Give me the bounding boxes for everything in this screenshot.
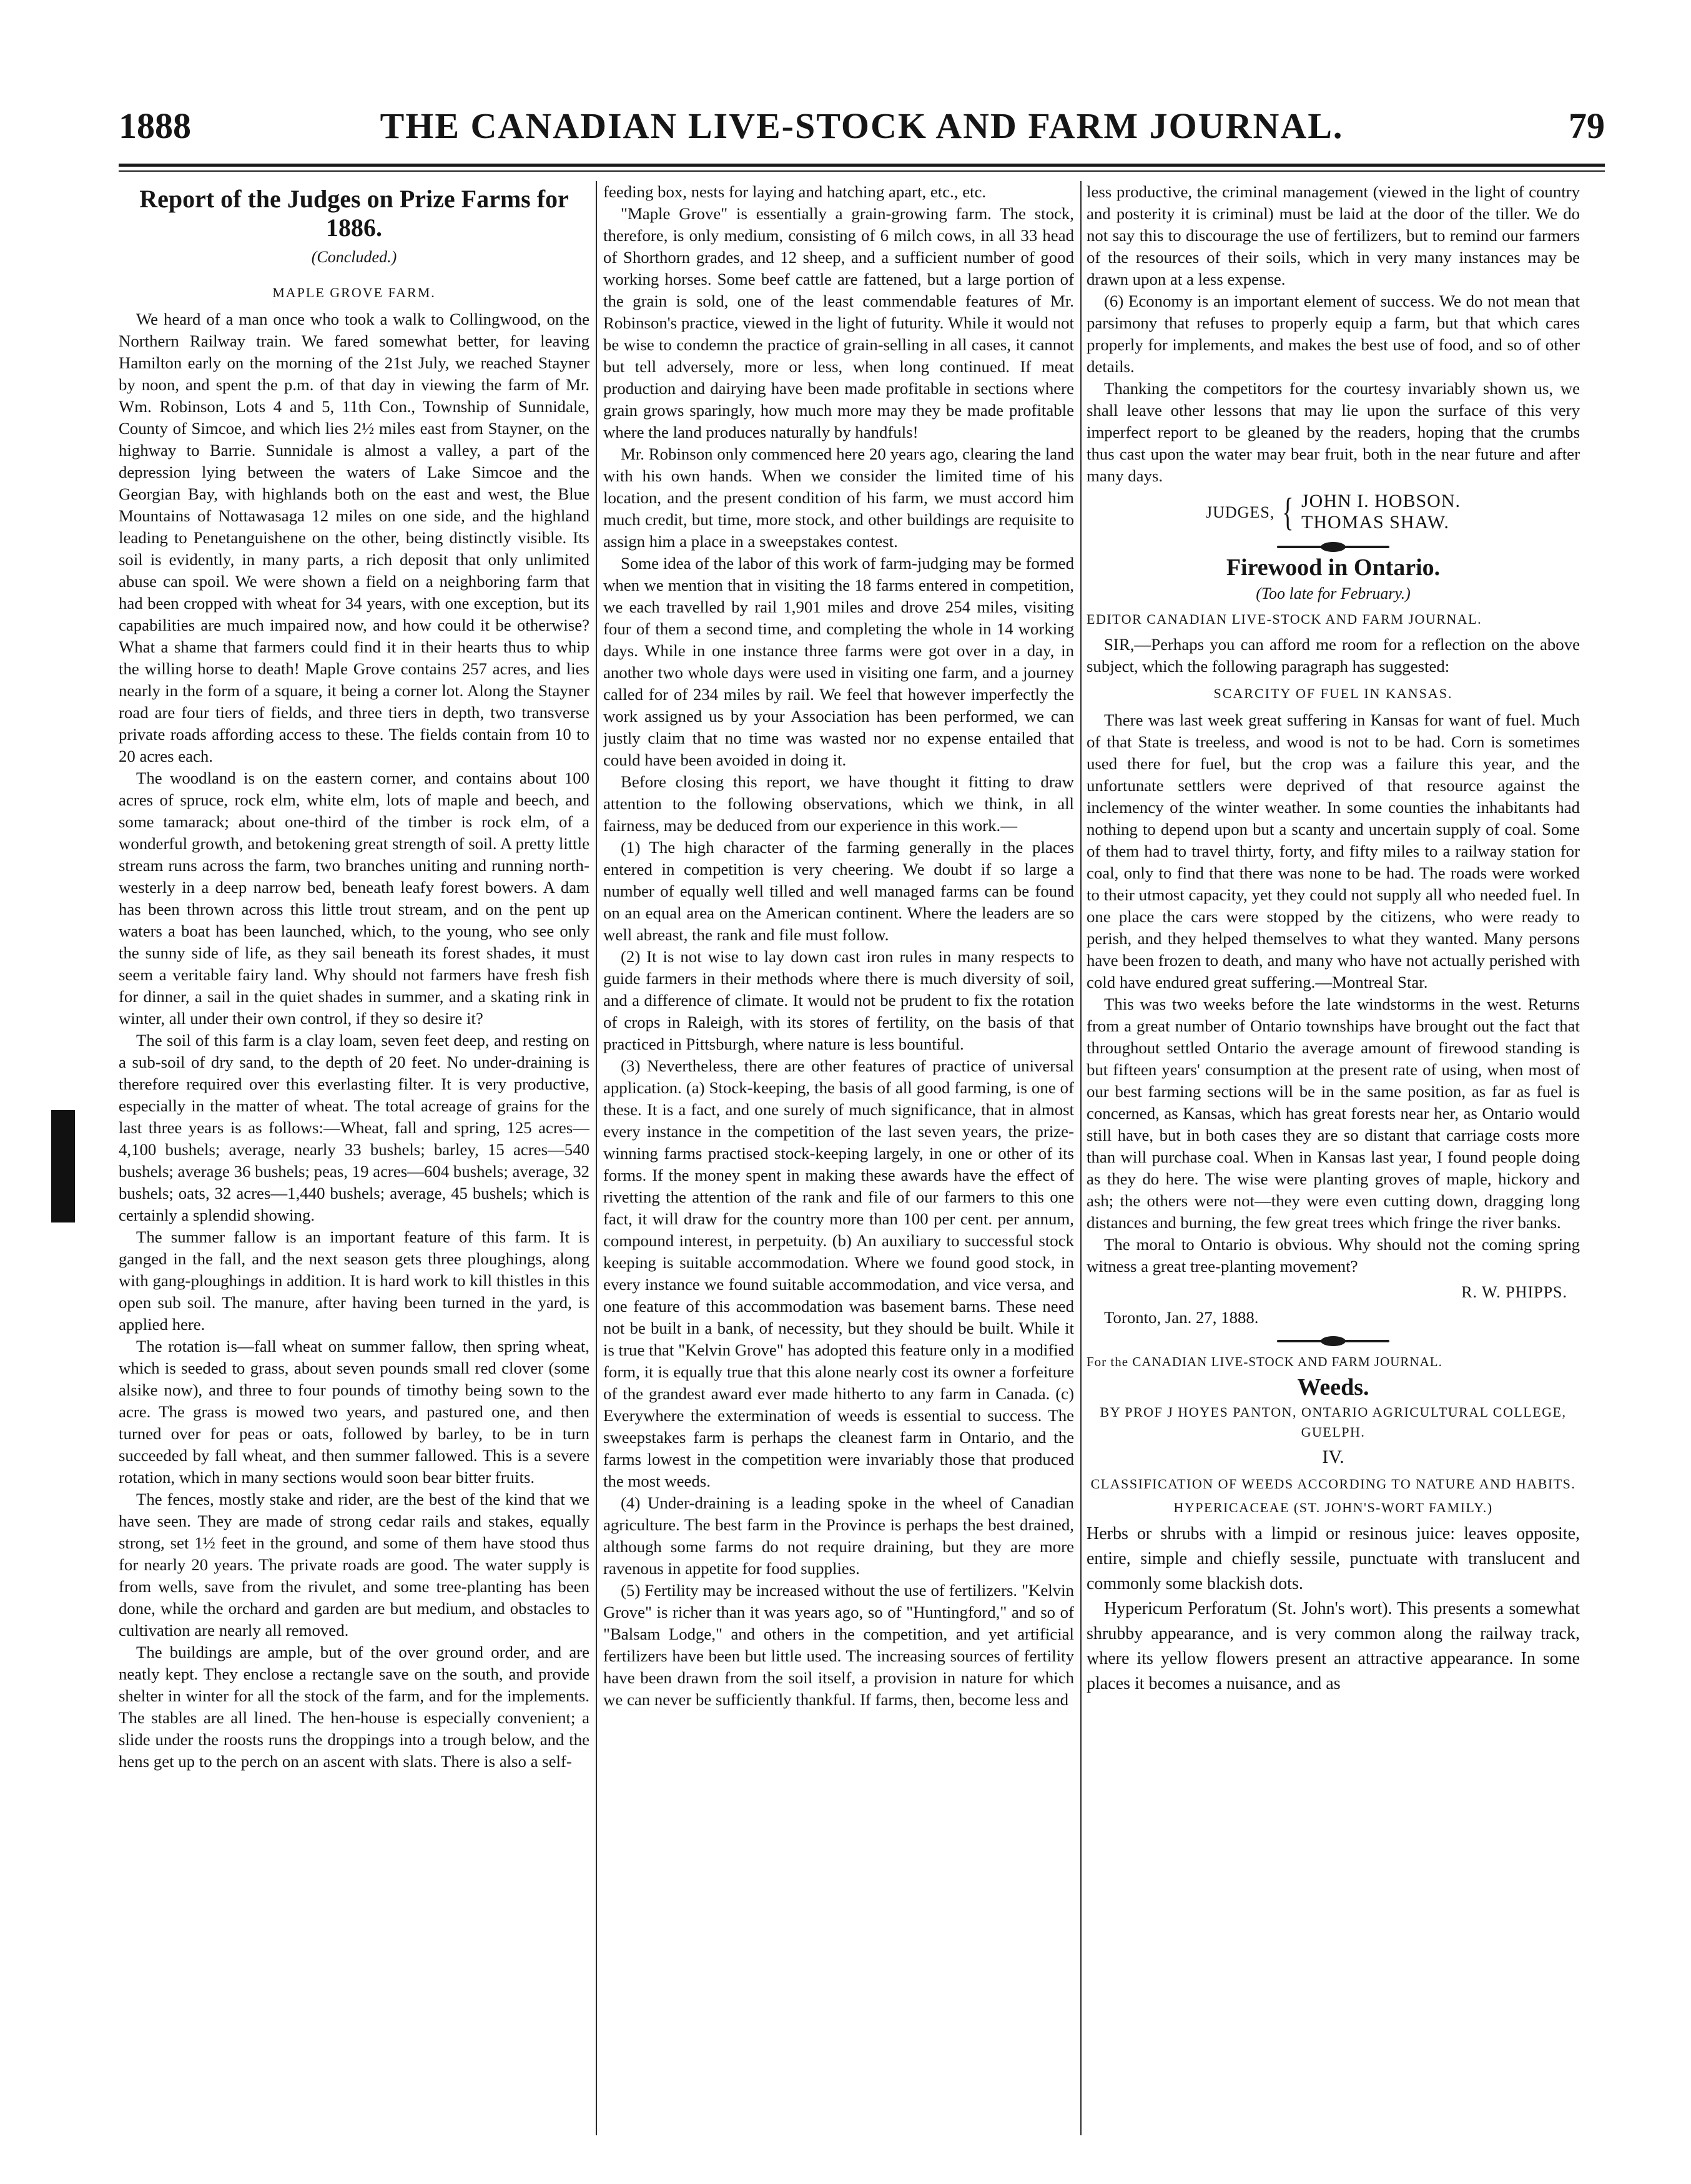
header-rule-thin (119, 170, 1605, 172)
column-2 (603, 181, 1074, 2142)
paragraph: SIR,—Perhaps you can afford me room for a reflection on the above subject, which the following paragraph has suggested: (1087, 635, 1580, 676)
paragraph: This was two weeks before the late windstorms in the west. Returns from a great number of Ontario townships have brought out the fact that throughout settled Ontario the average amount of firewood standing is but fifteen years' consumption at the present rate of using, when most of our best farming sections will be in the same position, as far as fuel is concerned, as Kansas, which has great forests near her, as Ontario would still have, but in both cases they are so distant that carriage costs more than will purchase coal. When in Kansas last year, I found people doing as they do here. The wise were planting groves of maple, hickory and ash; the others were not—they were even cutting down, dragging long distances and burning, the few great trees which fringe the river banks. (1087, 995, 1580, 1232)
firewood-note: (Too late for February.) (1256, 584, 1411, 603)
paragraph: Thanking the competitors for the courtesy invariably shown us, we shall leave other lessons that may lie upon the surface of this very imperfect report to be gleaned by the readers, hoping that the crumbs thus cast upon the water may bear fruit, both in the near future and after many days. (1087, 379, 1580, 485)
weeds-body (1087, 1522, 1580, 1696)
weeds-family: HYPERICACEAE (ST. JOHN'S-WORT FAMILY.) (1173, 1500, 1493, 1515)
column-divider (596, 181, 597, 2135)
firewood-place-date: Toronto, Jan. 27, 1888. (1104, 1308, 1259, 1327)
header-rule-thick (119, 164, 1605, 167)
paragraph: (4) Under-draining is a leading spoke in the wheel of Canadian agriculture. The best farm in the Province is perhaps the best drained, although some farms do not require draining, but they are more ravenous in appetite for food supplies. (603, 1493, 1074, 1578)
page-number: 79 (1569, 106, 1605, 146)
paragraph: (5) Fertility may be increased without the use of fertilizers. "Kelvin Grove" is richer than it was years ago, so of "Huntingford," and so of "Balsam Lodge," and others in the competition, and yet artificial fertilizers have been but little used. The increasing sources of fertility have been drawn from the soil itself, a provision in nature for which we can never be sufficiently thankful. If farms, then, become less and (603, 1581, 1074, 1709)
paragraph: Before closing this report, we have thought it fitting to draw attention to the following observations, which we think, in all fairness, may be deduced from our experience in this work.— (603, 772, 1074, 835)
paragraph: less productive, the criminal management (viewed in the light of country and posterity it is criminal) must be laid at the door of the tiller. We do not say this to discourage the use of fertilizers, but to remind our farmers of the resources of their soils, which in very many instances may be drawn upon at a less expense. (1087, 182, 1580, 288)
weeds-classification: CLASSIFICATION OF WEEDS ACCORDING TO NATURE AND HABITS. (1090, 1476, 1576, 1492)
report-title: Report of the Judges on Prize Farms for 1886. (139, 185, 569, 242)
masthead (119, 105, 1605, 155)
judges-signature (1087, 491, 1580, 533)
firewood-title: Firewood in Ontario. (1226, 554, 1441, 581)
paragraph: "Maple Grove" is essentially a grain-growing farm. The stock, therefore, is only medium, consisting of 6 milch cows, in all 33 head of Shorthorn grades, and 12 sheep, and a sufficient number of good working horses. Some beef cattle are fattened, but a large portion of the grain is sold, one of the least commendable features of Mr. Robinson's practice, viewed in the light of futurity. While it would not be wise to condemn the practice of grain-selling in all cases, it cannot but tell adversely, more or less, when long continued. If meat production and dairying have been made profitable in sections where grain grows sparingly, how much more may they be made profitable where the land produces naturally by handfuls! (603, 204, 1074, 441)
paragraph: feeding box, nests for laying and hatching apart, etc., etc. (603, 182, 987, 201)
weeds-number: IV. (1322, 1447, 1344, 1467)
quote-heading: SCARCITY OF FUEL IN KANSAS. (1213, 686, 1453, 701)
paragraph: Mr. Robinson only commenced here 20 years ago, clearing the land with his own hands. When we consider the limited time of his location, and the present condition of his farm, we must accord him much credit, but time, more stock, and other buildings are requisite to assign him a place in a sweepstakes contest. (603, 445, 1074, 551)
weeds-byline: BY PROF J HOYES PANTON, ONTARIO AGRICULTURAL COLLEGE, GUELPH. (1100, 1404, 1567, 1440)
firewood-signature: R. W. PHIPPS. (1461, 1283, 1567, 1301)
paragraph: The soil of this farm is a clay loam, seven feet deep, and resting on a sub-soil of dry sand, to the depth of 20 feet. No under-draining is therefore required over this everlasting filter. It is very productive, especially in the matter of wheat. The total acreage of grains for the last three years is as follows:—Wheat, fall and spring, 125 acres—4,100 bushels; average, nearly 33 bushels; barley, 15 acres—540 bushels; average 36 bushels; peas, 19 acres—604 bushels; average, 32 bushels; oats, 32 acres—1,440 bushels; average, 45 bushels; which is certainly a splendid showing. (119, 1031, 589, 1224)
column-3 (1087, 181, 1580, 2142)
column-divider (1080, 181, 1082, 2135)
section-divider (1277, 546, 1389, 548)
header-year: 1888 (119, 106, 191, 146)
editor-address: EDITOR CANADIAN LIVE-STOCK AND FARM JOURNAL. (1087, 611, 1482, 627)
paragraph: Hypericum Perforatum (St. John's wort). This presents a somewhat shrubby appearance, and is very common along the railway track, where its yellow flowers present an attractive appearance. In some places it becomes a nuisance, and as (1087, 1599, 1580, 1693)
paragraph: The fences, mostly stake and rider, are the best of the kind that we have seen. They are made of strong cedar rails and stakes, equally strong, set 1½ feet in the ground, and some of them have stood thus for nearly 20 years. The private roads are good. The water supply is from wells, save from the rivulet, and some tree-planting has been done, while the orchard and garden are but medium, and obstacles to cultivation are nearly all removed. (119, 1490, 589, 1640)
report-subhead: MAPLE GROVE FARM. (272, 285, 436, 300)
report-concluded: (Concluded.) (311, 248, 397, 266)
paragraph: The woodland is on the eastern corner, and contains about 100 acres of spruce, rock elm, white elm, lots of maple and beech, and some tamarack; about one-third of the timber is rock elm, of a wonderful growth, and betokening great strength of soil. A pretty little stream runs across the farm, two branches uniting and running north-westerly in a deep narrow bed, beneath leafy forest bowers. A dam has been thrown across this little trout stream, and on the pent up waters a boat has been launched, which, to the young, who see only the sunny side of life, as they sail beneath its forest shades, it must seem a veritable fairy land. Why should not farmers have fresh fish for dinner, a sail in the quiet shades in summer, and a skating rink in winter, all under their own control, if they so desire it? (119, 769, 589, 1028)
judge-name: JOHN I. HOBSON. (1301, 491, 1461, 511)
paragraph: The rotation is—fall wheat on summer fallow, then spring wheat, which is seeded to grass, about seven pounds small red clover (some alsike now), and three to four pounds of timothy being sown to the acre. The grass is mowed two years, and pastured one, and then turned over for peas or oats, followed by barley, to be in turn succeeded by fall wheat, and then summer fallowed. This is a severe rotation, which in many sections would soon bear bitter fruits. (119, 1337, 589, 1487)
journal-title: THE CANADIAN LIVE-STOCK AND FARM JOURNAL. (380, 106, 1344, 146)
paragraph: (2) It is not wise to lay down cast iron rules in many respects to guide farmers in their methods where there is much diversity of soil, and a difference of climate. It would not be prudent to fix the rotation of crops in Raleigh, with its stores of fertility, on the basis of that practiced in Pittsburgh, where nature is less bountiful. (603, 947, 1074, 1053)
margin-mark (51, 1110, 75, 1222)
paragraph: We heard of a man once who took a walk to Collingwood, on the Northern Railway train. We fared somewhat better, for leaving Hamilton early on the morning of the 21st July, we reached Stayner by noon, and spent the p.m. of that day in viewing the farm of Mr. Wm. Robinson, Lots 4 and 5, 11th Con., Township of Sunnidale, County of Simcoe, and which lies 2½ miles east from Stayner, on the highway to Barrie. Sunnidale is almost a valley, a part of the depression lying between the waters of Lake Simcoe and the Georgian Bay, with highlands both on the east and west, the Blue Mountains of Nottawasaga 12 miles on one side, and the highland leading to Penetanguishene on the other, being distinctly visible. Its soil is evidently, in many parts, a rich deposit that only unlimited abuse can spoil. We were shown a field on a neighboring farm that had been cropped with wheat for 34 years, with one exception, but its capabilities are much impaired now, and how could it be otherwise? What a shame that farmers could find it in their hearts thus to whip the willing horse to death! Maple Grove contains 257 acres, and lies nearly in the form of a square, it being a corner lot. Along the Stayner road are four tiers of fields, and three tiers in depth, two transverse private roads affording access to these. The fields contain from 10 to 20 acres each. (119, 310, 589, 765)
weeds-for-line: For the CANADIAN LIVE-STOCK AND FARM JOURNAL. (1087, 1354, 1442, 1369)
weeds-title: Weeds. (1297, 1374, 1369, 1400)
paragraph: Herbs or shrubs with a limpid or resinous juice: leaves opposite, entire, simple and chiefly sessile, punctuate with translucent and commonly some blackish dots. (1087, 1524, 1580, 1593)
paragraph: (1) The high character of the farming generally in the places entered in competition is very cheering. We doubt if so large a number of equally well tilled and well managed farms can be found on an equal area on the American continent. Where the leaders are so well abreast, the rank and file must follow. (603, 838, 1074, 944)
paragraph: Some idea of the labor of this work of farm-judging may be formed when we mention that in visiting the 18 farms entered in competition, we each travelled by rail 1,901 miles and drove 254 miles, visiting four of them a second time, and completing the whole in 14 working days. While in one instance three farms were got over in a day, in another two whole days were used in visiting one farm, and a journey called for of 234 miles by rail. We feel that however imperfectly the work assigned us by your Association has been performed, we can justly claim that no time was wasted nor no expense entailed that could have been avoided in doing it. (603, 554, 1074, 769)
paragraph: The summer fallow is an important feature of this farm. It is ganged in the fall, and the next season gets three ploughings, along with gang-ploughings in addition. It is hard work to kill thistles in this open sub soil. The manure, after having been turned in the yard, is applied here. (119, 1227, 589, 1334)
judges-label: JUDGES, (1205, 503, 1275, 521)
column-1 (119, 181, 589, 2142)
brace-glyph: { (1282, 489, 1294, 534)
paragraph: (6) Economy is an important element of success. We do not mean that parsimony that refuses to properly equip a farm, but that which cares properly for implements, and makes the best use of food, and so of other details. (1087, 292, 1580, 376)
paragraph: The moral to Ontario is obvious. Why should not the coming spring witness a great tree-planting movement? (1087, 1235, 1580, 1276)
judges-names (1301, 491, 1461, 533)
paragraph: There was last week great suffering in Kansas for want of fuel. Much of that State is treeless, and wood is not to be had. Corn is sometimes used there for fuel, but the crop was a failure this year, and the unfortunate settlers were deprived of that resource against the inclemency of the winter weather. In some counties the inhabitants had nothing to depend upon but a scanty and uncertain supply of coal. Some of them had to travel thirty, forty, and fifty miles to a railway station for coal, only to find that there was none to be had. The roads were worked to their utmost capacity, yet they could not supply all who needed fuel. In one place the cars were stopped by the citizens, who were ready to perish, and they helped themselves to what they wanted. Many persons have been frozen to death, and many who have not actually perished with cold have endured great suffering.—Montreal Star. (1087, 711, 1580, 991)
section-divider (1277, 1340, 1389, 1342)
paragraph: (3) Nevertheless, there are other features of practice of universal application. (a) Stock-keeping, the basis of all good farming, is one of these. It is a fact, and one surely of much significance, that in almost every instance in the competition of the last seven years, the prize-winning farms practised stock-keeping largely, in one or other of its forms. If the money spent in making these awards have the effect of rivetting the attention of the rank and file of our farmers to this one fact, it will draw for the country more than 100 per cent. per annum, compound interest, in perpetuity. (b) An auxiliary to successful stock keeping is suitable accommodation. Where we found good stock, in every instance we found suitable accommodation, and vice versa, and one feature of this accommodation was basement barns. These need not be built in a bank, of necessity, but they should be built. While it is true that "Kelvin Grove" has adopted this feature only in a modified form, it is equally true that this alone nearly cost its owner a forfeiture of the grandest award ever made hitherto to any farm in Canada. (c) Everywhere the extermination of weeds is essential to success. The sweepstakes farm is perhaps the cleanest farm in Ontario, and the farms lowest in the competition were invariably those that produced the most weeds. (603, 1056, 1074, 1490)
paragraph: The buildings are ample, but of the over ground order, and are neatly kept. They enclose a rectangle save on the south, and provide shelter in winter for all the stock of the farm, and for the implements. The stables are all lined. The hen-house is especially convenient; a slide under the roosts runs the droppings into a trough below, and the hens get up to the perch on an ascent with slats. There is also a self- (119, 1643, 589, 1771)
judge-name: THOMAS SHAW. (1301, 512, 1449, 533)
